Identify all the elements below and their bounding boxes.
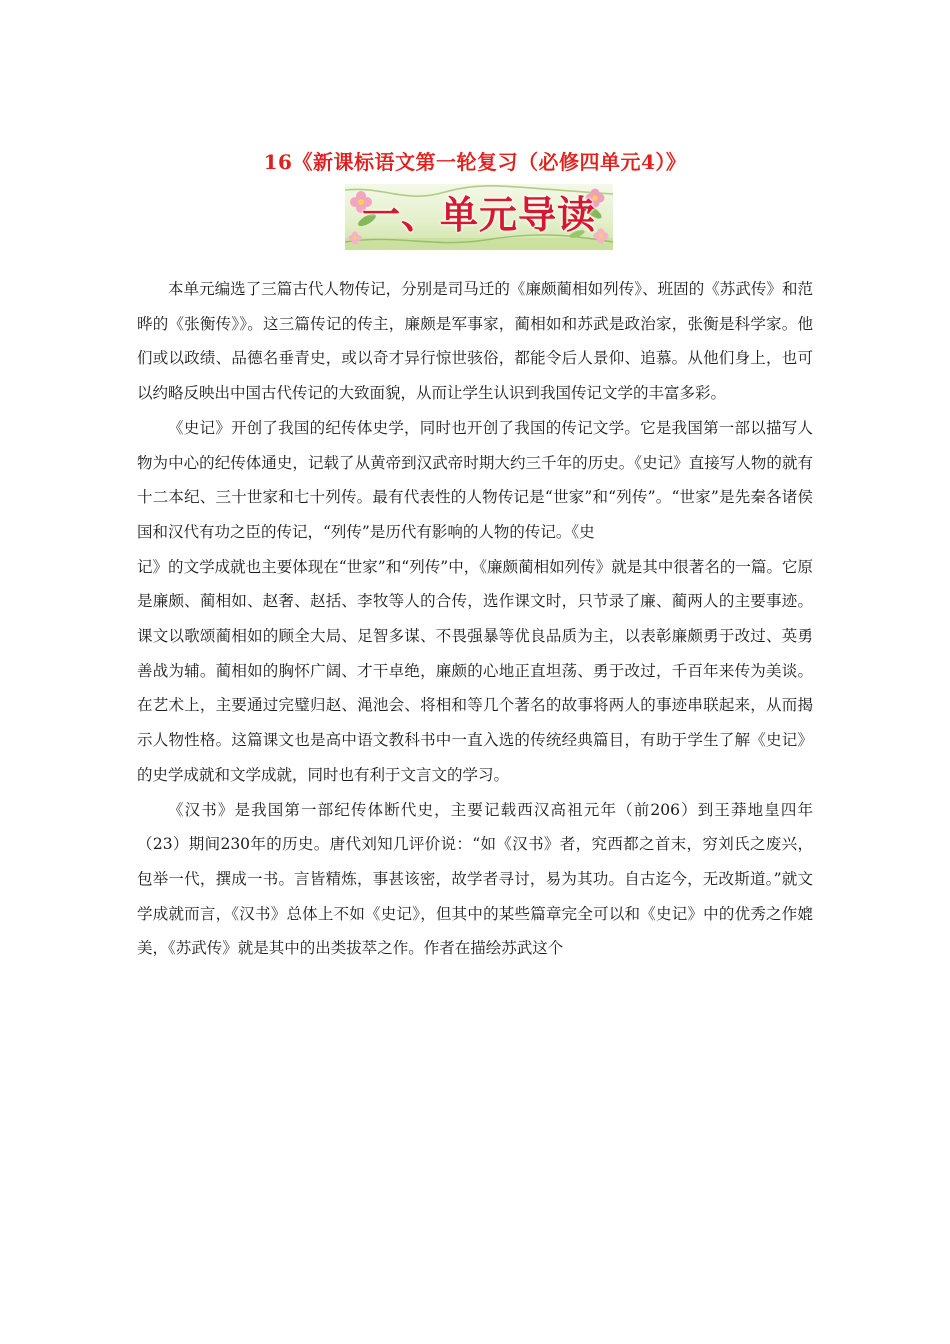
paragraph: 《汉书》是我国第一部纪传体断代史，主要记载西汉高祖元年（前206）到王莽地皇四年（23）期间230年的历史。唐代刘知几评价说：“如《汉书》者，究西都之首末，穷刘氏之废兴，包举一代，撰成一书。言皆精炼，事甚该密，故学者寻讨，易为其功。自古迄今，无改斯道。”就文学成就而言，《汉书》总体上不如《史记》，但其中的某些篇章完全可以和《史记》中的优秀之作媲美，《苏武传》就是其中的出类拔萃之作。作者在描绘苏武这个 <box>137 800 813 958</box>
paragraph: 记》的文学成就也主要体现在“世家”和“列传”中，《廉颇蔺相如列传》就是其中很著名的一篇。它原是廉颇、蔺相如、赵奢、赵括、李牧等人的合传，选作课文时，只节录了廉、蔺两人的主要事迹。课文以歌颂蔺相如的顾全大局、足智多谋、不畏强暴等优良品质为主，以表彰廉颇勇于改过、英勇善战为辅。蔺相如的胸怀广阔、才干卓绝，廉颇的心地正直坦荡、勇于改过，千百年来传为美谈。在艺术上，主要通过完璧归赵、渑池会、将相和等几个著名的故事将两人的事迹串联起来，从而揭示人物性格。这篇课文也是高中语文教科书中一直入选的传统经典篇目，有助于学生了解《史记》的史学成就和文学成就，同时也有利于文言文的学习。 <box>137 557 813 784</box>
paragraph: 本单元编选了三篇古代人物传记，分别是司马迁的《廉颇蔺相如列传》、班固的《苏武传》和范晔的《张衡传》》。这三篇传记的传主，廉颇是军事家，蔺相如和苏武是政治家，张衡是科学家。他们或以政绩、品德名垂青史，或以奇才异行惊世骇俗，都能令后人景仰、追慕。从他们身上，也可以约略反映出中国古代传记的大致面貌，从而让学生认识到我国传记文学的丰富多彩。 <box>137 280 813 403</box>
section-heading: 一、单元导读 <box>361 193 596 237</box>
section-banner <box>345 184 613 250</box>
document-title: 16《新课标语文第一轮复习（必修四单元4）》 <box>263 150 687 174</box>
document-body <box>137 272 813 966</box>
paragraph: 《史记》开创了我国的纪传体史学，同时也开创了我国的传记文学。它是我国第一部以描写人物为中心的纪传体通史，记载了从黄帝到汉武帝时期大约三千年的历史。《史记》直接写人物的就有十二本纪、三十世家和七十列传。最有代表性的人物传记是“世家”和“列传”。“世家”是先秦各诸侯国和汉代有功之臣的传记，“列传”是历代有影响的人物的传记。《史 <box>137 418 813 541</box>
